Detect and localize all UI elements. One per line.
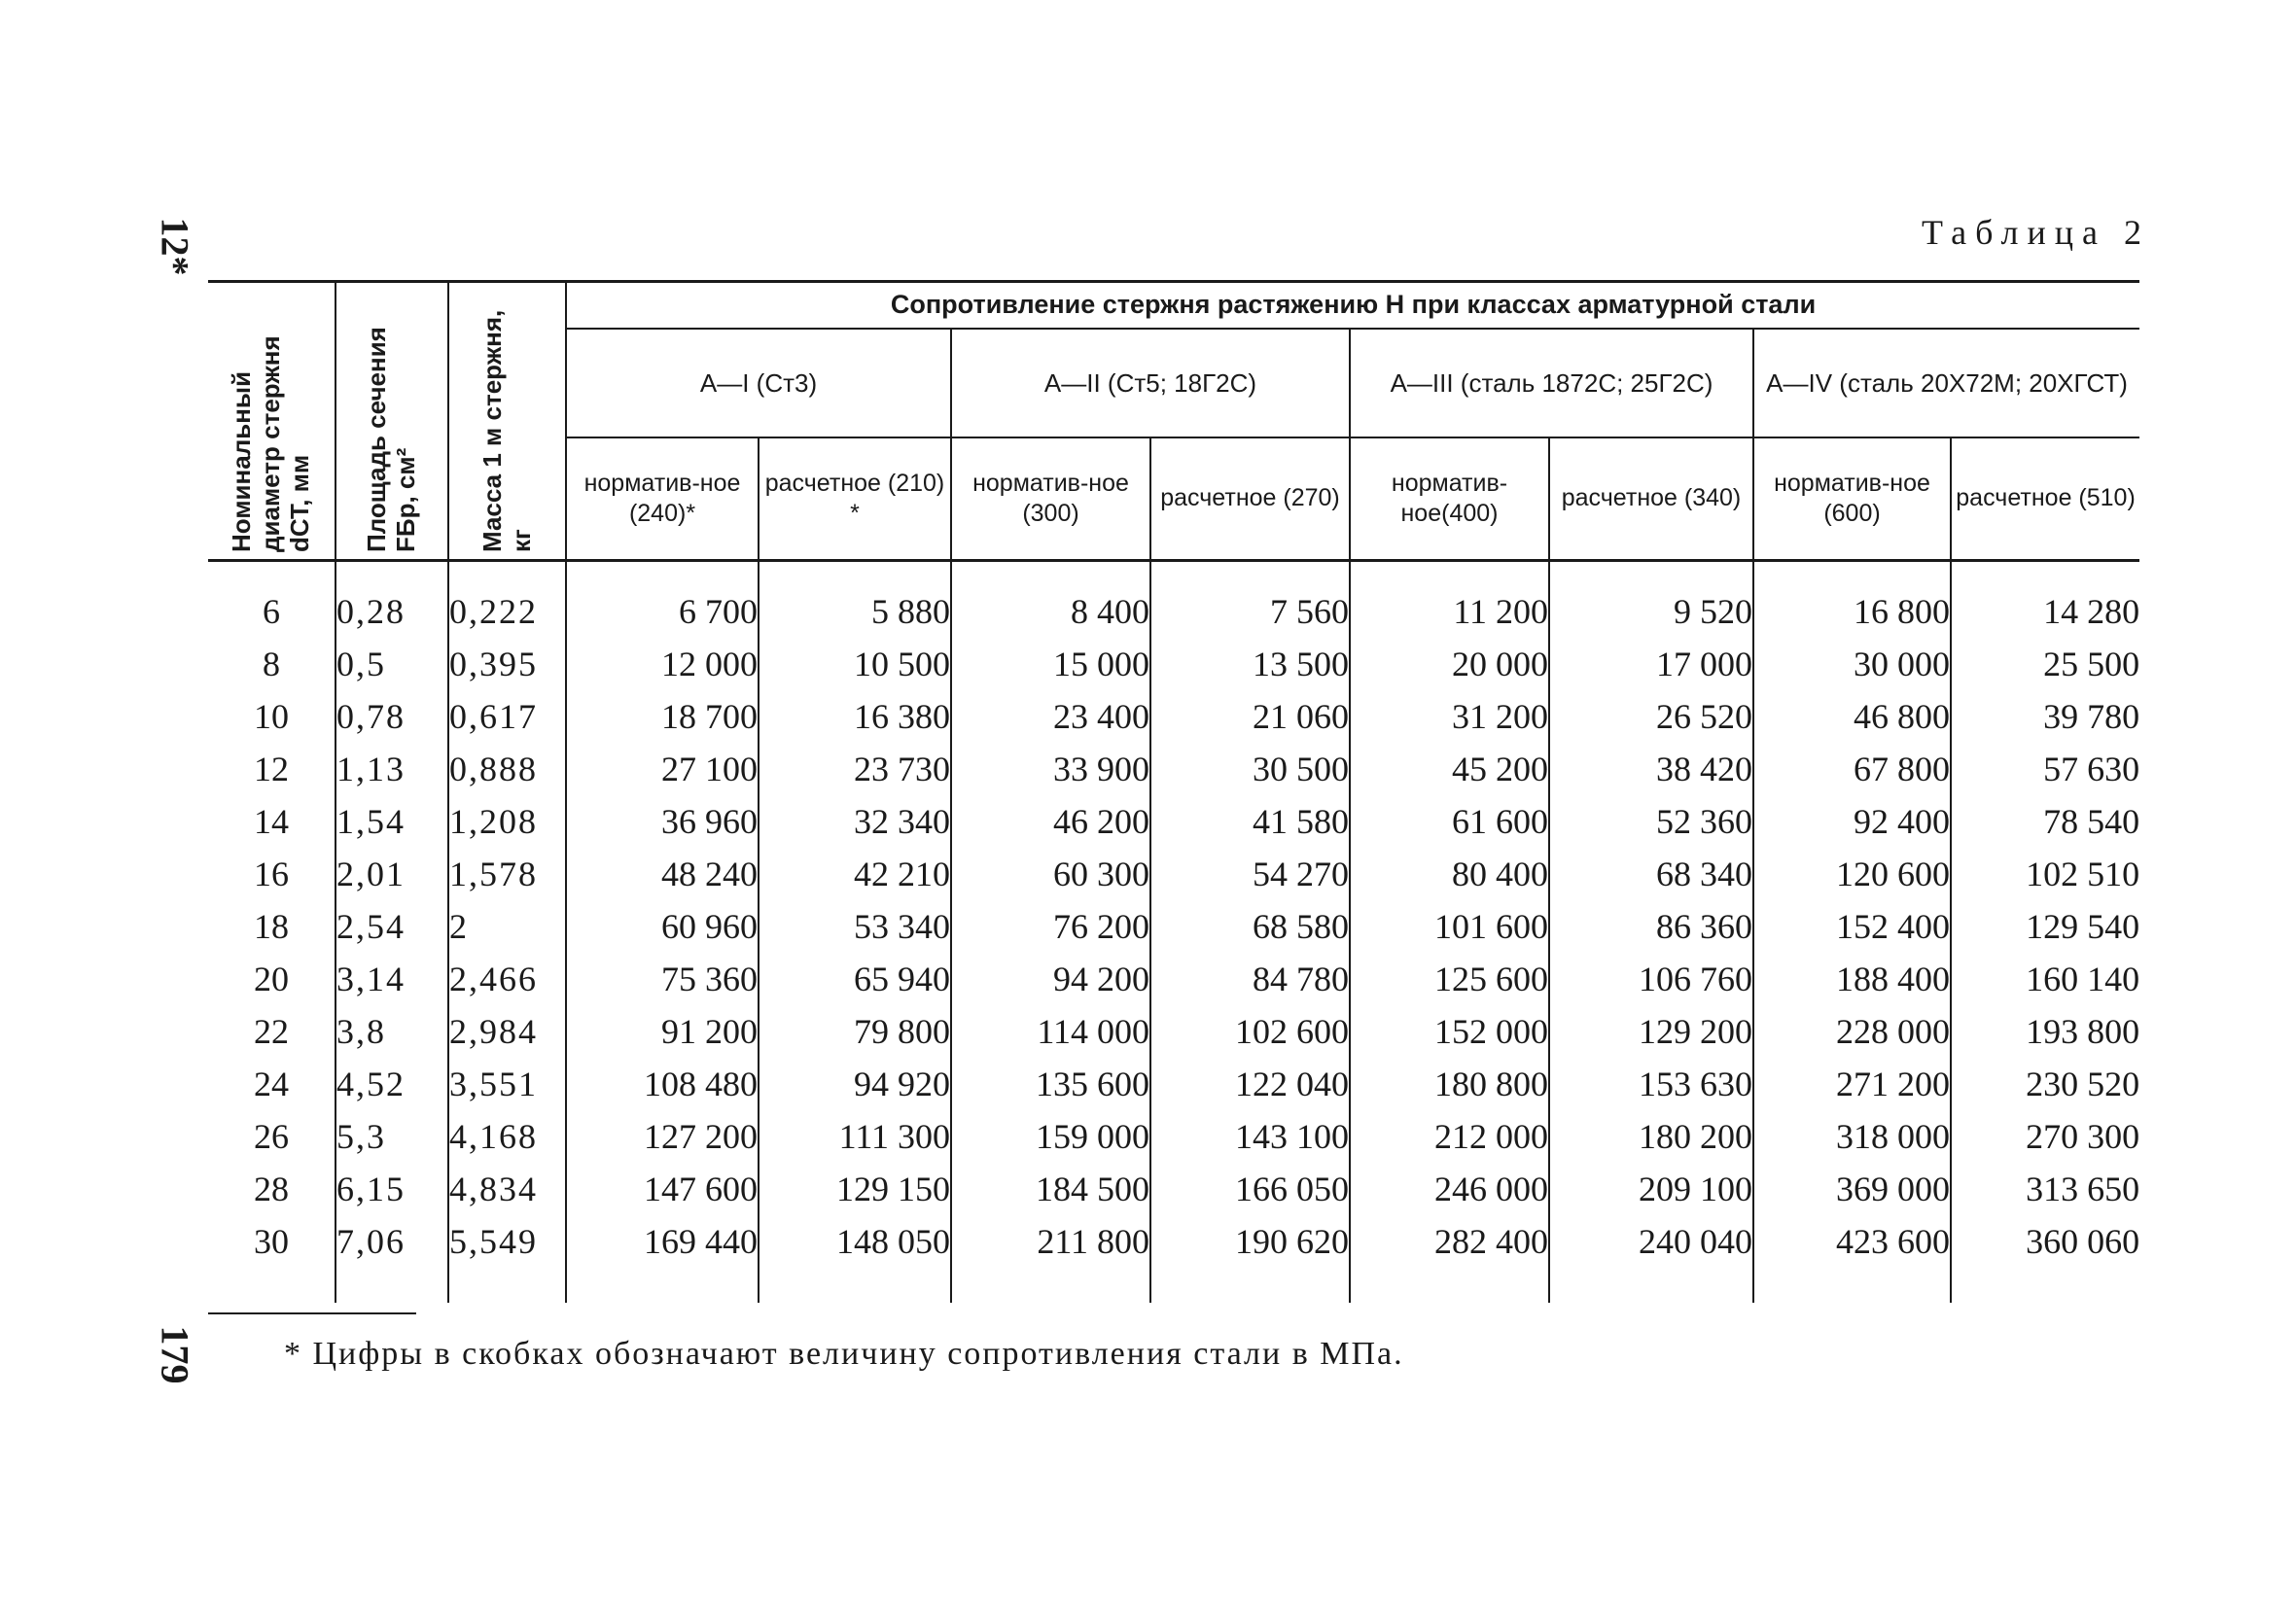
cell-a2-normative: 23 400: [951, 690, 1150, 743]
cell-mass: 1,578: [448, 848, 566, 900]
cell-diameter: 6: [208, 585, 336, 638]
subheader-design: расчетное (270): [1150, 437, 1350, 561]
cell-a3-design: 26 520: [1549, 690, 1753, 743]
cell-a4-design: 313 650: [1951, 1163, 2139, 1215]
cell-a1-design: 10 500: [759, 638, 951, 690]
table-row: [208, 1058, 2139, 1110]
cell-a1-design: 42 210: [759, 848, 951, 900]
cell-area: 0,5: [336, 638, 448, 690]
cell-a3-design: 129 200: [1549, 1005, 1753, 1058]
cell-a3-design: 106 760: [1549, 953, 1753, 1005]
cell-a1-design: 65 940: [759, 953, 951, 1005]
cell-a1-normative: 60 960: [566, 900, 759, 953]
cell-a1-design: 23 730: [759, 743, 951, 795]
header-class-a4: А—IV (сталь 20Х72М; 20ХГСТ): [1753, 329, 2139, 437]
table-row: [208, 1163, 2139, 1215]
cell-diameter: 14: [208, 795, 336, 848]
cell-a4-normative: 92 400: [1753, 795, 1951, 848]
cell-a4-normative: 120 600: [1753, 848, 1951, 900]
cell-a2-normative: 184 500: [951, 1163, 1150, 1215]
cell-a4-design: 230 520: [1951, 1058, 2139, 1110]
cell-mass: 0,222: [448, 585, 566, 638]
cell-area: 4,52: [336, 1058, 448, 1110]
cell-a1-design: 79 800: [759, 1005, 951, 1058]
cell-a3-normative: 31 200: [1350, 690, 1549, 743]
cell-a4-normative: 30 000: [1753, 638, 1951, 690]
cell-mass: 4,168: [448, 1110, 566, 1163]
cell-a3-design: 9 520: [1549, 585, 1753, 638]
cell-a4-design: 57 630: [1951, 743, 2139, 795]
header-resistance-group: Сопротивление стержня растяжению H при классах арматурной стали: [566, 282, 2139, 330]
cell-diameter: 16: [208, 848, 336, 900]
header-diameter-label: Номинальный диаметр стержня dСТ, мм: [227, 335, 314, 552]
cell-a2-normative: 94 200: [951, 953, 1150, 1005]
subheader-normative: норматив-ное (300): [951, 437, 1150, 561]
header-mass: [448, 282, 566, 561]
cell-a2-design: 102 600: [1150, 1005, 1350, 1058]
table-row: [208, 690, 2139, 743]
cell-a1-design: 111 300: [759, 1110, 951, 1163]
cell-area: 2,01: [336, 848, 448, 900]
cell-a2-design: 122 040: [1150, 1058, 1350, 1110]
header-class-a3: А—III (сталь 1872С; 25Г2С): [1350, 329, 1753, 437]
resistance-table: [208, 280, 2139, 1303]
cell-a1-design: 53 340: [759, 900, 951, 953]
cell-a2-design: 21 060: [1150, 690, 1350, 743]
cell-a1-normative: 169 440: [566, 1215, 759, 1268]
cell-a2-normative: 159 000: [951, 1110, 1150, 1163]
cell-a2-design: 7 560: [1150, 585, 1350, 638]
cell-a3-normative: 180 800: [1350, 1058, 1549, 1110]
cell-a1-normative: 12 000: [566, 638, 759, 690]
cell-a3-design: 240 040: [1549, 1215, 1753, 1268]
table-row: [208, 743, 2139, 795]
cell-a4-design: 14 280: [1951, 585, 2139, 638]
cell-area: 3,8: [336, 1005, 448, 1058]
cell-diameter: 28: [208, 1163, 336, 1215]
page-number: 179: [153, 1325, 197, 1384]
cell-a3-normative: 152 000: [1350, 1005, 1549, 1058]
cell-a2-design: 30 500: [1150, 743, 1350, 795]
cell-a2-normative: 46 200: [951, 795, 1150, 848]
cell-a3-design: 17 000: [1549, 638, 1753, 690]
cell-a2-design: 54 270: [1150, 848, 1350, 900]
cell-a1-normative: 127 200: [566, 1110, 759, 1163]
header-class-a2: А—II (Ст5; 18Г2С): [951, 329, 1350, 437]
cell-mass: 0,888: [448, 743, 566, 795]
cell-a1-normative: 75 360: [566, 953, 759, 1005]
cell-a4-normative: 318 000: [1753, 1110, 1951, 1163]
cell-a1-design: 148 050: [759, 1215, 951, 1268]
footnote: * Цифры в скобках обозначают величину сопротивления стали в МПа.: [284, 1336, 1404, 1372]
subheader-design: расчетное (510): [1951, 437, 2139, 561]
cell-a1-design: 94 920: [759, 1058, 951, 1110]
cell-area: 0,78: [336, 690, 448, 743]
cell-a1-normative: 147 600: [566, 1163, 759, 1215]
cell-a4-design: 193 800: [1951, 1005, 2139, 1058]
header-area-label: Площадь сечения FБр, см²: [362, 327, 420, 552]
table-row: [208, 638, 2139, 690]
cell-a2-design: 143 100: [1150, 1110, 1350, 1163]
cell-a2-normative: 33 900: [951, 743, 1150, 795]
table-row: [208, 900, 2139, 953]
cell-a3-design: 180 200: [1549, 1110, 1753, 1163]
table-caption: Таблица 2: [1922, 213, 2150, 252]
cell-a4-design: 25 500: [1951, 638, 2139, 690]
cell-area: 2,54: [336, 900, 448, 953]
cell-a1-design: 32 340: [759, 795, 951, 848]
cell-diameter: 26: [208, 1110, 336, 1163]
table-row: [208, 1215, 2139, 1268]
cell-area: 5,3: [336, 1110, 448, 1163]
subheader-design: расчетное (340): [1549, 437, 1753, 561]
cell-a3-normative: 101 600: [1350, 900, 1549, 953]
cell-a3-normative: 125 600: [1350, 953, 1549, 1005]
cell-a2-design: 84 780: [1150, 953, 1350, 1005]
cell-a4-design: 129 540: [1951, 900, 2139, 953]
cell-a2-normative: 114 000: [951, 1005, 1150, 1058]
cell-a3-design: 153 630: [1549, 1058, 1753, 1110]
cell-mass: 1,208: [448, 795, 566, 848]
cell-mass: 2,466: [448, 953, 566, 1005]
cell-diameter: 18: [208, 900, 336, 953]
cell-a3-normative: 11 200: [1350, 585, 1549, 638]
cell-a4-normative: 46 800: [1753, 690, 1951, 743]
cell-area: 1,54: [336, 795, 448, 848]
header-mass-label: Масса 1 м стержня, кг: [477, 309, 536, 552]
table-row: [208, 953, 2139, 1005]
cell-a3-design: 68 340: [1549, 848, 1753, 900]
cell-a1-normative: 18 700: [566, 690, 759, 743]
footnote-divider: [208, 1312, 416, 1314]
cell-a3-normative: 20 000: [1350, 638, 1549, 690]
cell-area: 3,14: [336, 953, 448, 1005]
cell-mass: 2: [448, 900, 566, 953]
cell-area: 7,06: [336, 1215, 448, 1268]
cell-a2-normative: 15 000: [951, 638, 1150, 690]
cell-a3-design: 209 100: [1549, 1163, 1753, 1215]
cell-a4-design: 270 300: [1951, 1110, 2139, 1163]
cell-a4-design: 360 060: [1951, 1215, 2139, 1268]
cell-a1-normative: 36 960: [566, 795, 759, 848]
cell-a2-normative: 8 400: [951, 585, 1150, 638]
cell-diameter: 8: [208, 638, 336, 690]
cell-mass: 0,395: [448, 638, 566, 690]
cell-area: 1,13: [336, 743, 448, 795]
cell-a3-design: 86 360: [1549, 900, 1753, 953]
cell-diameter: 10: [208, 690, 336, 743]
subheader-normative: норматив-ное (600): [1753, 437, 1951, 561]
cell-mass: 2,984: [448, 1005, 566, 1058]
cell-a4-normative: 369 000: [1753, 1163, 1951, 1215]
cell-a3-normative: 45 200: [1350, 743, 1549, 795]
table-row: [208, 795, 2139, 848]
cell-a3-design: 52 360: [1549, 795, 1753, 848]
cell-a3-design: 38 420: [1549, 743, 1753, 795]
cell-a4-normative: 67 800: [1753, 743, 1951, 795]
cell-diameter: 22: [208, 1005, 336, 1058]
subheader-design: расчетное (210) *: [759, 437, 951, 561]
cell-a2-design: 68 580: [1150, 900, 1350, 953]
cell-a1-normative: 6 700: [566, 585, 759, 638]
cell-mass: 3,551: [448, 1058, 566, 1110]
header-area: [336, 282, 448, 561]
cell-a1-design: 16 380: [759, 690, 951, 743]
table-row: [208, 1005, 2139, 1058]
cell-a1-design: 129 150: [759, 1163, 951, 1215]
cell-diameter: 30: [208, 1215, 336, 1268]
cell-a4-normative: 188 400: [1753, 953, 1951, 1005]
cell-a2-normative: 135 600: [951, 1058, 1150, 1110]
cell-a2-design: 190 620: [1150, 1215, 1350, 1268]
cell-a3-normative: 282 400: [1350, 1215, 1549, 1268]
cell-a2-design: 13 500: [1150, 638, 1350, 690]
header-class-a1: А—I (Ст3): [566, 329, 951, 437]
cell-a4-design: 78 540: [1951, 795, 2139, 848]
cell-a2-normative: 60 300: [951, 848, 1150, 900]
cell-a2-normative: 211 800: [951, 1215, 1150, 1268]
cell-a3-normative: 212 000: [1350, 1110, 1549, 1163]
cell-mass: 5,549: [448, 1215, 566, 1268]
header-diameter: [208, 282, 336, 561]
cell-area: 6,15: [336, 1163, 448, 1215]
cell-a4-design: 160 140: [1951, 953, 2139, 1005]
cell-mass: 4,834: [448, 1163, 566, 1215]
table-row: [208, 585, 2139, 638]
cell-a1-normative: 108 480: [566, 1058, 759, 1110]
cell-diameter: 12: [208, 743, 336, 795]
table-row: [208, 848, 2139, 900]
cell-diameter: 20: [208, 953, 336, 1005]
cell-a4-design: 39 780: [1951, 690, 2139, 743]
cell-a4-design: 102 510: [1951, 848, 2139, 900]
cell-a1-normative: 27 100: [566, 743, 759, 795]
cell-a2-normative: 76 200: [951, 900, 1150, 953]
cell-a1-normative: 91 200: [566, 1005, 759, 1058]
cell-a4-normative: 152 400: [1753, 900, 1951, 953]
subheader-normative: норматив-ное(400): [1350, 437, 1549, 561]
cell-a4-normative: 228 000: [1753, 1005, 1951, 1058]
cell-area: 0,28: [336, 585, 448, 638]
cell-a1-design: 5 880: [759, 585, 951, 638]
sheet-number: 12*: [153, 217, 197, 276]
cell-a2-design: 166 050: [1150, 1163, 1350, 1215]
cell-a2-design: 41 580: [1150, 795, 1350, 848]
subheader-normative: норматив-ное (240)*: [566, 437, 759, 561]
cell-a3-normative: 61 600: [1350, 795, 1549, 848]
cell-a3-normative: 80 400: [1350, 848, 1549, 900]
cell-a3-normative: 246 000: [1350, 1163, 1549, 1215]
cell-a4-normative: 271 200: [1753, 1058, 1951, 1110]
cell-mass: 0,617: [448, 690, 566, 743]
cell-a1-normative: 48 240: [566, 848, 759, 900]
table-row: [208, 1110, 2139, 1163]
cell-a4-normative: 423 600: [1753, 1215, 1951, 1268]
cell-a4-normative: 16 800: [1753, 585, 1951, 638]
cell-diameter: 24: [208, 1058, 336, 1110]
